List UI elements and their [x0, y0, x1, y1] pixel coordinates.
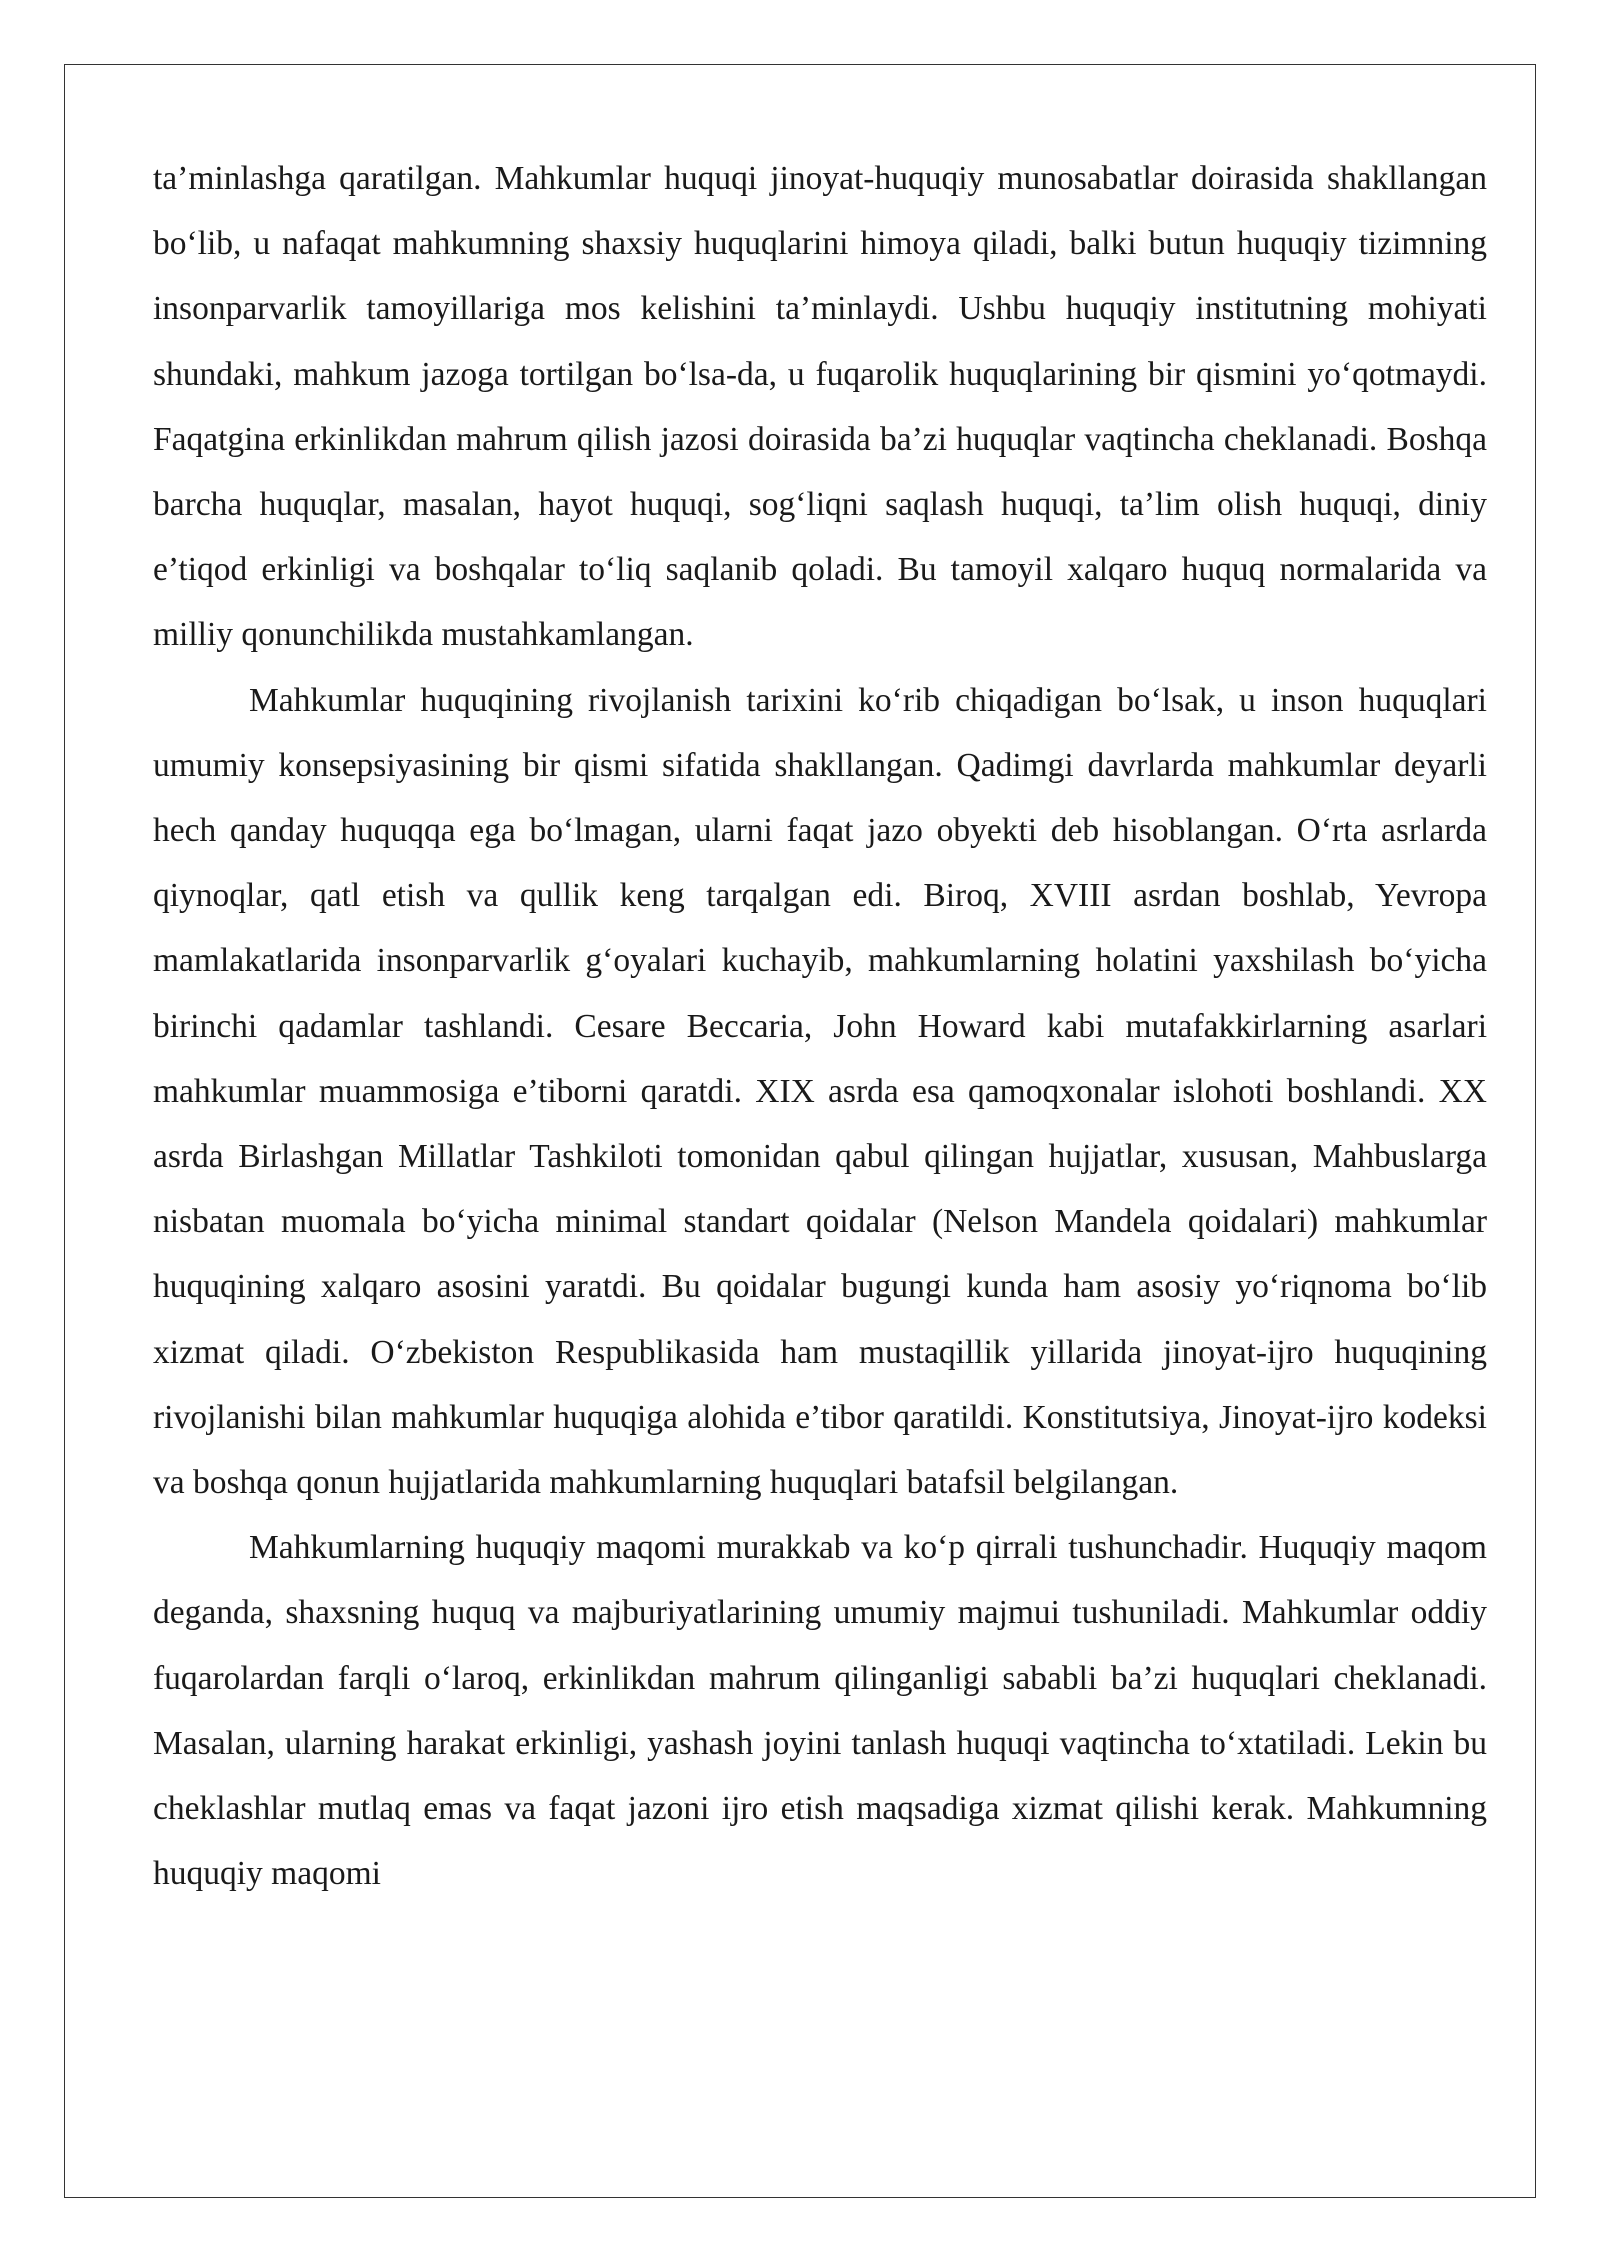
paragraph-1: ta’minlashga qaratilgan. Mahkumlar huquqi jinoyat-huquqiy munosabatlar doirasida shakllangan bo‘lib, u nafaqat mahkumning shaxsiy huquqlarini himoya qiladi, balki butun huquqiy tizimning insonparvarlik tamoyillariga mos kelishini ta’minlaydi. Ushbu huquqiy institutning mohiyati shundaki, mahkum jazoga tortilgan bo‘lsa-da, u fuqarolik huquqlarining bir qismini yo‘qotmaydi. Faqatgina erkinlikdan mahrum qilish jazosi doirasida ba’zi huquqlar vaqtincha cheklanadi. Boshqa barcha huquqlar, masalan, hayot huquqi, sog‘liqni saqlash huquqi, ta’lim olish huquqi, diniy e’tiqod erkinligi va boshqalar to‘liq saqlanib qoladi. Bu tamoyil xalqaro huquq normalarida va milliy qonunchilikda mustahkamlangan.	[153, 160, 1487, 654]
paragraph-2: Mahkumlar huquqining rivojlanish tarixini ko‘rib chiqadigan bo‘lsak, u inson huquqlari umumiy konsepsiyasining bir qismi sifatida shakllangan. Qadimgi davrlarda mahkumlar deyarli hech qanday huquqqa ega bo‘lmagan, ularni faqat jazo obyekti deb hisoblangan. O‘rta asrlarda qiynoqlar, qatl etish va qullik keng tarqalgan edi. Biroq, XVIII asrdan boshlab, Yevropa mamlakatlarida insonparvarlik g‘oyalari kuchayib, mahkumlarning holatini yaxshilash bo‘yicha birinchi qadamlar tashlandi. Cesare Beccaria, John Howard kabi mutafakkirlarning asarlari mahkumlar muammosiga e’tiborni qaratdi. XIX asrda esa qamoqxonalar islohoti boshlandi. XX asrda Birlashgan Millatlar Tashkiloti tomonidan qabul qilingan hujjatlar, xususan, Mahbuslarga nisbatan muomala bo‘yicha minimal standart qoidalar (Nelson Mandela qoidalari) mahkumlar huquqining xalqaro asosini yaratdi. Bu qoidalar bugungi kunda ham asosiy yo‘riqnoma bo‘lib xizmat qiladi. O‘zbekiston Respublikasida ham mustaqillik yillarida jinoyat-ijro huquqining rivojlanishi bilan mahkumlar huquqiga alohida e’tibor qaratildi. Konstitutsiya, Jinoyat-ijro kodeksi va boshqa qonun hujjatlarida mahkumlarning huquqlari batafsil belgilangan.	[153, 681, 1487, 1502]
paragraph-3: Mahkumlarning huquqiy maqomi murakkab va ko‘p qirrali tushunchadir. Huquqiy maqom deganda, shaxsning huquq va majburiyatlarining umumiy majmui tushuniladi. Mahkumlar oddiy fuqarolardan farqli o‘laroq, erkinlikdan mahrum qilinganligi sababli ba’zi huquqlari cheklanadi. Masalan, ularning harakat erkinligi, yashash joyini tanlash huquqi vaqtincha to‘xtatiladi. Lekin bu cheklashlar mutlaq emas va faqat jazoni ijro etish maqsadiga xizmat qilishi kerak. Mahkumning huquqiy maqomi	[153, 1529, 1487, 1893]
document-body	[153, 146, 1487, 1906]
